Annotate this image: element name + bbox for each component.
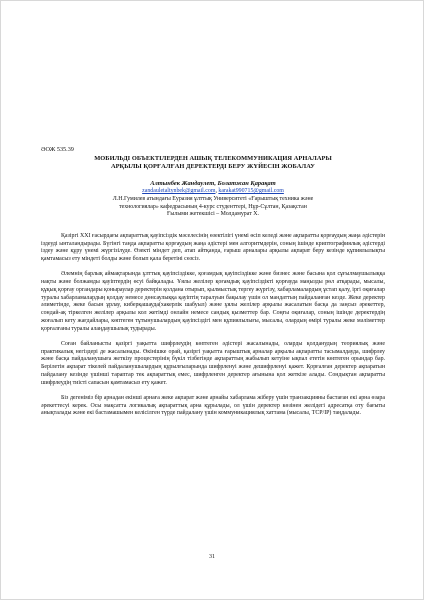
- affiliation-line: Л.Н.Гумилев атындағы Еуразия ұлттық Университеті «Ғарыштық техника және: [112, 196, 314, 202]
- body-paragraph: Әлемнің барлық аймақтарында ұлттық қауіпсіздікке, қоғамдық қауіпсіздікке және бизнес және басына қол сұғылмаушылыққа нақты және болжамды қауіптердің өсуі байқалады. Ұялы желілер қоғамдық қауіпсіздікті қорғауда маңызды рөл атқарады, мысалы, құқық қорғау органдары қоныраулар деректерін қолдана отырып, қылмыстық тергеу жүргізу, хабарламалардың ұстап қалу, іргі оқиғалар туралы хабарламалардың қолдау немесе дөнсаулыққа қауіптің таралуын бақылау үшін ол мандаттың пайдаланған кезде. Жеке деректер әлиметінде, жеке басын ұрлау, киберқашауда(хакерлік шабуыл) және ұялы желілер арқылы жасалатын басқа да заңсыз әрекеттер, сондай-ақ тіркелген желілер арқылы кол жетімді онлайн немесе сандық қызметтер бар. Соңғы оқиғалар, соның ішінде деректердің жоғалып кету жағдайлары, көптеген тұтынушылардың қауіпсіздігі мен құпиялылығы, мысалы, олардың өмірі туралы жеке мәліметтер қорғалғаны туралы алаңдаушылық тудырады.: [41, 271, 385, 332]
- paper-body: [41, 146, 385, 418]
- email-link[interactable]: karakat990715@gmail.com: [218, 188, 284, 195]
- title-line: МОБИЛЬДІ ОБЪЕКТІЛЕРДЕН АШЫҚ ТЕЛЕКОММУНИКАЦИЯ АРНАЛАРЫ: [94, 155, 332, 162]
- authors: Алтынбек Жандаулет, Болатжан Қарақат: [150, 180, 276, 188]
- page-number: 31: [209, 554, 215, 560]
- paper-title: [41, 155, 385, 171]
- supervisor: Ғылыми жетекшісі – Молдамурат Х.: [167, 211, 259, 218]
- title-line: АРҚЫЛЫ ҚОРҒАЛҒАН ДЕРЕКТЕРДІ БЕРУ ЖҮЙЕСІН ЖОБАЛАУ: [110, 163, 316, 171]
- body-paragraph: Біз дегеніміз бір арнадан екінші арнаға жеке ақпарат және арнайы хабарлама жіберу үшін транзакцияны бастаған екі арна өзара әрекеттесуі керек. Осы мақсатта логикалық ақпараттық арна құрылады, ол үшін деректер көзінен желідегі адресатқа оту бағыты анықталады және екі бастамашымен келісілген түрде пайдалану үшін коммуникациялық хаттама (мысалы, TCP/IP) таңдалады.: [41, 394, 385, 417]
- affiliation-line: технологиялар» кафедрасының 4-курс студенттері, Нұр-Сұлтан, Қазақстан: [119, 203, 307, 210]
- body-paragraph: Соған байланысты қазіргі уақытта шифрлеудің көптеген әдістері жасалынады, оларды қолданудың теориялық және практикалық негіздері де жасалынады. Өкінішке орай, қазіргі уақытта ғарыштық арналар арқылы ақпаратты тасымалдауда, шифрлеу және басқа пайдаланушыға жеткізу процестерінің бүкіл тізбегінде ақпараттың жабылып кетуіне ықпал ететін көптеген орындар бар. Берілетін ақпарат тікелей пайдаланушылардың құрылғыларында шифрленуі және дешифрленуі қажет. Қорғалған деректер ақпаратын пайдалану кезінде үшінші тараптар тек ақпараттық емес, шифрленген деректер ағынына қол жеткізе алады. Сондықтан ақпаратты шифрлеудің тиісті сапасын қамтамасыз ету қажет.: [41, 340, 385, 386]
- author-emails: [41, 188, 385, 196]
- email-link[interactable]: zandauletaltynbek@gmail.com: [142, 188, 216, 195]
- affiliation: [41, 196, 385, 219]
- body-paragraph: Қазіргі XXI ғасырдағы ақпараттық қауіпсіздік мәселесінің өзектілігі үнемі өсіп келеді және ақпаратты қорғаудың жаңа әдістерін іздеуді ынталандырады. Бүгінгі таңда ақпаратты қорғаудың жаңа әдістері мен алгоритмдерін, соның ішінде криптографиялық әдістерді іздеу және құру үнемі жүргізілуде. Өзекті міндет деп, атап айтқанда, ғарыш арналары арқылы ақпарат беру кезінде құпиялылықты қамтамасыз ету міндеті болды және болып қала беретіні сөзсіз.: [41, 232, 385, 263]
- udk-code: ӘОЖ 535.39: [41, 146, 74, 153]
- email-separator: ,: [215, 188, 219, 195]
